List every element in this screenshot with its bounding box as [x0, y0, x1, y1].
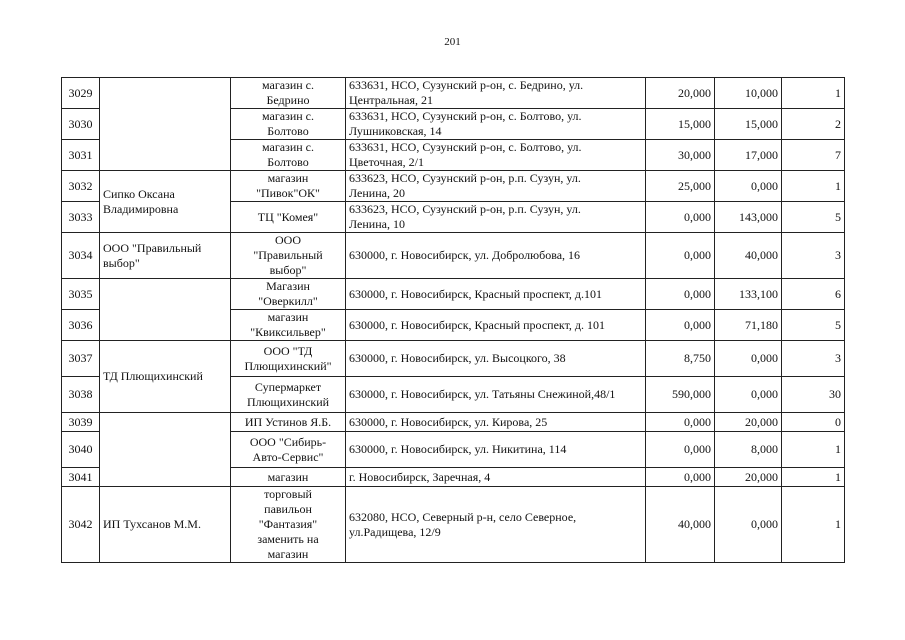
value-1-cell: 0,000	[646, 202, 715, 233]
address-cell: 632080, НСО, Северный р-н, село Северное, ул.Радищева, 12/9	[346, 487, 646, 563]
owner-cell: Сипко Оксана Владимировна	[100, 171, 231, 233]
value-1-cell: 590,000	[646, 377, 715, 413]
object-cell: магазин с. Бедрино	[231, 78, 346, 109]
registry-table-body	[62, 78, 845, 563]
value-2-cell: 71,180	[715, 310, 782, 341]
address-cell: 633623, НСО, Сузунский р-он, р.п. Сузун, ул. Ленина, 10	[346, 202, 646, 233]
object-cell: ООО "ТД Плющихинский"	[231, 341, 346, 377]
value-1-cell: 0,000	[646, 233, 715, 279]
table-row	[62, 413, 845, 432]
value-1-cell: 0,000	[646, 279, 715, 310]
address-cell: 630000, г. Новосибирск, ул. Никитина, 114	[346, 432, 646, 468]
table-row	[62, 233, 845, 279]
value-2-cell: 133,100	[715, 279, 782, 310]
object-cell: магазин с. Болтово	[231, 109, 346, 140]
object-cell: ИП Устинов Я.Б.	[231, 413, 346, 432]
count-cell: 1	[782, 468, 845, 487]
owner-cell: ТД Плющихинский	[100, 341, 231, 413]
owner-cell	[100, 279, 231, 341]
value-2-cell: 10,000	[715, 78, 782, 109]
value-2-cell: 40,000	[715, 233, 782, 279]
count-cell: 1	[782, 78, 845, 109]
count-cell: 2	[782, 109, 845, 140]
value-1-cell: 8,750	[646, 341, 715, 377]
address-cell: 630000, г. Новосибирск, Красный проспект, д.101	[346, 279, 646, 310]
object-cell: магазин "Квиксильвер"	[231, 310, 346, 341]
row-number: 3037	[62, 341, 100, 377]
object-cell: ООО "Правильный выбор"	[231, 233, 346, 279]
count-cell: 0	[782, 413, 845, 432]
address-cell: 630000, г. Новосибирск, ул. Высоцкого, 38	[346, 341, 646, 377]
value-1-cell: 20,000	[646, 78, 715, 109]
row-number: 3035	[62, 279, 100, 310]
value-2-cell: 15,000	[715, 109, 782, 140]
table-row	[62, 171, 845, 202]
value-1-cell: 0,000	[646, 310, 715, 341]
owner-cell: ООО "Правильный выбор"	[100, 233, 231, 279]
value-2-cell: 8,000	[715, 432, 782, 468]
address-cell: г. Новосибирск, Заречная, 4	[346, 468, 646, 487]
address-cell: 630000, г. Новосибирск, ул. Кирова, 25	[346, 413, 646, 432]
count-cell: 1	[782, 432, 845, 468]
row-number: 3029	[62, 78, 100, 109]
table-row	[62, 487, 845, 563]
row-number: 3041	[62, 468, 100, 487]
object-cell: магазин с. Болтово	[231, 140, 346, 171]
value-2-cell: 0,000	[715, 377, 782, 413]
address-cell: 633631, НСО, Сузунский р-он, с. Болтово, ул. Цветочная, 2/1	[346, 140, 646, 171]
value-2-cell: 17,000	[715, 140, 782, 171]
object-cell: ООО "Сибирь- Авто-Сервис"	[231, 432, 346, 468]
value-2-cell: 20,000	[715, 468, 782, 487]
address-cell: 633623, НСО, Сузунский р-он, р.п. Сузун, ул. Ленина, 20	[346, 171, 646, 202]
value-1-cell: 0,000	[646, 468, 715, 487]
row-number: 3032	[62, 171, 100, 202]
address-cell: 633631, НСО, Сузунский р-он, с. Болтово, ул. Лушниковская, 14	[346, 109, 646, 140]
value-1-cell: 0,000	[646, 413, 715, 432]
value-2-cell: 143,000	[715, 202, 782, 233]
value-2-cell: 0,000	[715, 171, 782, 202]
count-cell: 6	[782, 279, 845, 310]
count-cell: 30	[782, 377, 845, 413]
count-cell: 1	[782, 171, 845, 202]
count-cell: 3	[782, 341, 845, 377]
table-row	[62, 78, 845, 109]
value-1-cell: 25,000	[646, 171, 715, 202]
owner-cell	[100, 78, 231, 171]
row-number: 3038	[62, 377, 100, 413]
object-cell: магазин "Пивок"ОК"	[231, 171, 346, 202]
value-1-cell: 30,000	[646, 140, 715, 171]
object-cell: Магазин "Оверкилл"	[231, 279, 346, 310]
value-1-cell: 40,000	[646, 487, 715, 563]
object-cell: торговый павильон "Фантазия" заменить на магазин	[231, 487, 346, 563]
address-cell: 630000, г. Новосибирск, Красный проспект, д. 101	[346, 310, 646, 341]
owner-cell: ИП Тухсанов М.М.	[100, 487, 231, 563]
page-number: 201	[444, 36, 461, 48]
count-cell: 3	[782, 233, 845, 279]
count-cell: 5	[782, 202, 845, 233]
object-cell: ТЦ "Комея"	[231, 202, 346, 233]
value-1-cell: 0,000	[646, 432, 715, 468]
address-cell: 633631, НСО, Сузунский р-он, с. Бедрино, ул. Центральная, 21	[346, 78, 646, 109]
value-2-cell: 0,000	[715, 341, 782, 377]
value-1-cell: 15,000	[646, 109, 715, 140]
count-cell: 1	[782, 487, 845, 563]
row-number: 3040	[62, 432, 100, 468]
table-row	[62, 279, 845, 310]
table-row	[62, 341, 845, 377]
row-number: 3036	[62, 310, 100, 341]
row-number: 3034	[62, 233, 100, 279]
count-cell: 7	[782, 140, 845, 171]
row-number: 3030	[62, 109, 100, 140]
object-cell: Супермаркет Плющихинский	[231, 377, 346, 413]
address-cell: 630000, г. Новосибирск, ул. Татьяны Снежиной,48/1	[346, 377, 646, 413]
row-number: 3039	[62, 413, 100, 432]
value-2-cell: 20,000	[715, 413, 782, 432]
row-number: 3031	[62, 140, 100, 171]
row-number: 3042	[62, 487, 100, 563]
owner-cell	[100, 413, 231, 487]
registry-table	[61, 77, 845, 563]
address-cell: 630000, г. Новосибирск, ул. Добролюбова, 16	[346, 233, 646, 279]
object-cell: магазин	[231, 468, 346, 487]
value-2-cell: 0,000	[715, 487, 782, 563]
count-cell: 5	[782, 310, 845, 341]
row-number: 3033	[62, 202, 100, 233]
